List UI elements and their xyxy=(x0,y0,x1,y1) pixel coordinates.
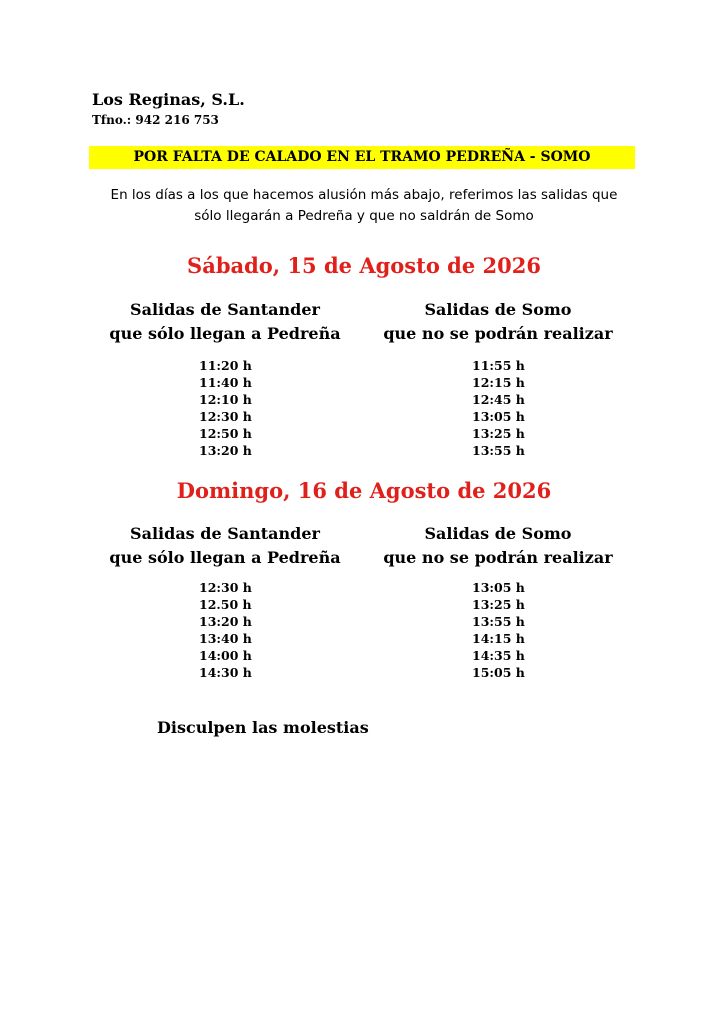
day-title-sunday: Domingo, 16 de Agosto de 2026 xyxy=(176,478,552,503)
time-entry: 14:30 h xyxy=(199,665,252,680)
intro-line: sólo llegarán a Pedreña y que no saldrán de Somo xyxy=(194,208,534,224)
time-entry: 12:50 h xyxy=(199,426,252,441)
somo-times-saturday xyxy=(472,357,572,459)
intro-text xyxy=(80,185,648,227)
time-entry: 12:15 h xyxy=(472,375,525,390)
time-entry: 14:35 h xyxy=(472,648,525,663)
time-entry: 12:30 h xyxy=(199,409,252,424)
santander-departures-heading xyxy=(80,522,370,570)
time-entry: 13:55 h xyxy=(472,614,525,629)
heading-line: Salidas de Santander xyxy=(130,524,320,543)
somo-departures-heading xyxy=(353,298,643,346)
time-entry: 14:15 h xyxy=(472,631,525,646)
time-entry: 13:05 h xyxy=(472,409,525,424)
heading-line: Salidas de Santander xyxy=(130,300,320,319)
time-entry: 13:40 h xyxy=(199,631,252,646)
time-entry: 14:00 h xyxy=(199,648,252,663)
time-entry: 13:20 h xyxy=(199,443,252,458)
heading-line: Salidas de Somo xyxy=(424,300,572,319)
time-entry: 13:25 h xyxy=(472,597,525,612)
time-entry: 13:05 h xyxy=(472,580,525,595)
somo-departures-heading xyxy=(353,522,643,570)
time-entry: 12:45 h xyxy=(472,392,525,407)
somo-times-sunday xyxy=(472,579,572,681)
heading-line: Salidas de Somo xyxy=(424,524,572,543)
time-entry: 13:25 h xyxy=(472,426,525,441)
santander-times-sunday xyxy=(199,579,299,681)
heading-line: que sólo llegan a Pedreña xyxy=(109,548,341,567)
company-name: Los Reginas, S.L. xyxy=(92,90,245,109)
time-entry: 12:10 h xyxy=(199,392,252,407)
closing-apology: Disculpen las molestias xyxy=(157,718,369,737)
notice-banner: POR FALTA DE CALADO EN EL TRAMO PEDREÑA - SOMO xyxy=(89,146,635,169)
time-entry: 11:55 h xyxy=(472,358,525,373)
company-phone: Tfno.: 942 216 753 xyxy=(92,113,219,127)
time-entry: 12:30 h xyxy=(199,580,252,595)
heading-line: que no se podrán realizar xyxy=(383,324,613,343)
heading-line: que no se podrán realizar xyxy=(383,548,613,567)
santander-times-saturday xyxy=(199,357,299,459)
heading-line: que sólo llegan a Pedreña xyxy=(109,324,341,343)
day-title-saturday: Sábado, 15 de Agosto de 2026 xyxy=(187,253,541,278)
time-entry: 11:40 h xyxy=(199,375,252,390)
santander-departures-heading xyxy=(80,298,370,346)
time-entry: 13:55 h xyxy=(472,443,525,458)
time-entry: 15:05 h xyxy=(472,665,525,680)
time-entry: 11:20 h xyxy=(199,358,252,373)
time-entry: 12.50 h xyxy=(199,597,252,612)
time-entry: 13:20 h xyxy=(199,614,252,629)
intro-line: En los días a los que hacemos alusión más abajo, referimos las salidas que xyxy=(110,187,618,203)
